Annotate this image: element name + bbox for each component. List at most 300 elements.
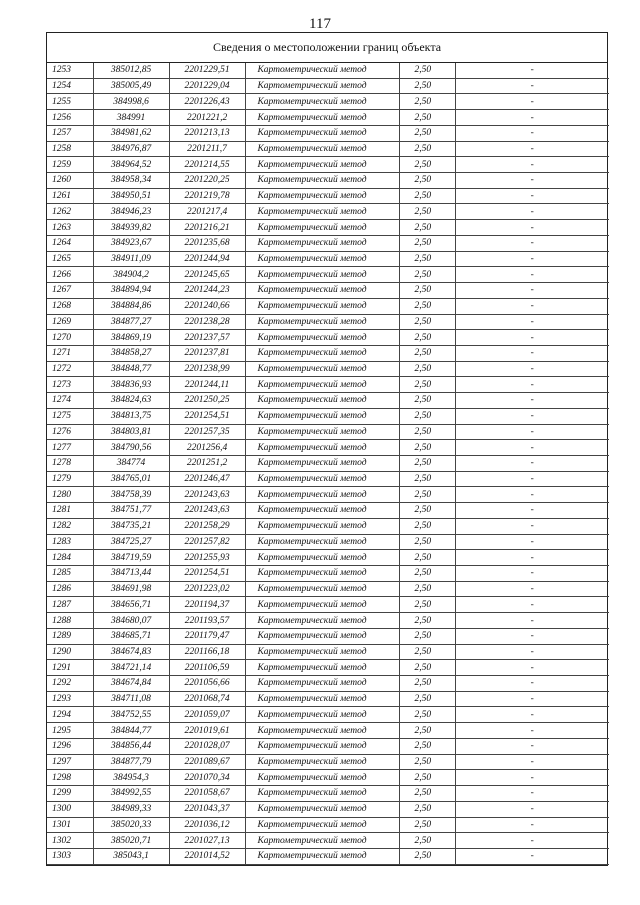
description-cell: - [455,173,609,189]
description-cell: - [455,267,609,283]
x-coordinate-cell: 385005,49 [93,78,169,94]
point-number-cell: 1292 [47,676,93,692]
description-cell: - [455,78,609,94]
table-row [47,235,609,251]
table-row [47,345,609,361]
sheet-title: Сведения о местоположении границ объекта [47,33,607,63]
table-row [47,566,609,582]
point-number-cell: 1282 [47,518,93,534]
description-cell: - [455,833,609,849]
description-cell: - [455,455,609,471]
method-cell: Картометрический метод [245,157,399,173]
table-row [47,298,609,314]
description-cell: - [455,566,609,582]
x-coordinate-cell: 384858,27 [93,345,169,361]
description-cell: - [455,581,609,597]
description-cell: - [455,157,609,173]
table-row [47,455,609,471]
method-cell: Картометрический метод [245,330,399,346]
x-coordinate-cell: 384751,77 [93,503,169,519]
y-coordinate-cell: 2201068,74 [169,691,245,707]
precision-cell: 2,50 [399,676,455,692]
y-coordinate-cell: 2201226,43 [169,94,245,110]
precision-cell: 2,50 [399,503,455,519]
y-coordinate-cell: 2201194,37 [169,597,245,613]
y-coordinate-cell: 2201244,94 [169,251,245,267]
description-cell: - [455,283,609,299]
x-coordinate-cell: 384976,87 [93,141,169,157]
y-coordinate-cell: 2201220,25 [169,173,245,189]
precision-cell: 2,50 [399,707,455,723]
description-cell: - [455,628,609,644]
precision-cell: 2,50 [399,345,455,361]
x-coordinate-cell: 385020,71 [93,833,169,849]
table-row [47,581,609,597]
method-cell: Картометрический метод [245,141,399,157]
point-number-cell: 1294 [47,707,93,723]
table-row [47,613,609,629]
x-coordinate-cell: 385043,1 [93,848,169,864]
table-row [47,314,609,330]
precision-cell: 2,50 [399,251,455,267]
precision-cell: 2,50 [399,534,455,550]
point-number-cell: 1256 [47,110,93,126]
y-coordinate-cell: 2201214,55 [169,157,245,173]
precision-cell: 2,50 [399,204,455,220]
x-coordinate-cell: 384894,94 [93,283,169,299]
x-coordinate-cell: 384844,77 [93,723,169,739]
y-coordinate-cell: 2201243,63 [169,487,245,503]
table-row [47,188,609,204]
coordinates-table [47,63,609,865]
table-row [47,440,609,456]
y-coordinate-cell: 2201043,37 [169,801,245,817]
method-cell: Картометрический метод [245,424,399,440]
precision-cell: 2,50 [399,786,455,802]
y-coordinate-cell: 2201229,51 [169,63,245,78]
y-coordinate-cell: 2201237,57 [169,330,245,346]
description-cell: - [455,691,609,707]
precision-cell: 2,50 [399,314,455,330]
description-cell: - [455,534,609,550]
precision-cell: 2,50 [399,188,455,204]
point-number-cell: 1258 [47,141,93,157]
method-cell: Картометрический метод [245,848,399,864]
table-row [47,534,609,550]
point-number-cell: 1276 [47,424,93,440]
description-cell: - [455,345,609,361]
precision-cell: 2,50 [399,487,455,503]
y-coordinate-cell: 2201256,4 [169,440,245,456]
point-number-cell: 1266 [47,267,93,283]
method-cell: Картометрический метод [245,63,399,78]
y-coordinate-cell: 2201258,29 [169,518,245,534]
y-coordinate-cell: 2201019,61 [169,723,245,739]
x-coordinate-cell: 384981,62 [93,125,169,141]
description-cell: - [455,440,609,456]
x-coordinate-cell: 384752,55 [93,707,169,723]
method-cell: Картометрический метод [245,644,399,660]
table-row [47,754,609,770]
description-cell: - [455,550,609,566]
method-cell: Картометрический метод [245,817,399,833]
x-coordinate-cell: 385012,85 [93,63,169,78]
description-cell: - [455,251,609,267]
description-cell: - [455,125,609,141]
point-number-cell: 1286 [47,581,93,597]
precision-cell: 2,50 [399,738,455,754]
y-coordinate-cell: 2201058,67 [169,786,245,802]
point-number-cell: 1274 [47,393,93,409]
x-coordinate-cell: 384856,44 [93,738,169,754]
table-row [47,597,609,613]
method-cell: Картометрический метод [245,283,399,299]
x-coordinate-cell: 384911,09 [93,251,169,267]
method-cell: Картометрический метод [245,408,399,424]
description-cell: - [455,597,609,613]
table-row [47,361,609,377]
description-cell: - [455,801,609,817]
precision-cell: 2,50 [399,94,455,110]
x-coordinate-cell: 384923,67 [93,235,169,251]
method-cell: Картометрический метод [245,455,399,471]
precision-cell: 2,50 [399,801,455,817]
y-coordinate-cell: 2201216,21 [169,220,245,236]
method-cell: Картометрический метод [245,754,399,770]
precision-cell: 2,50 [399,471,455,487]
x-coordinate-cell: 384824,63 [93,393,169,409]
y-coordinate-cell: 2201240,66 [169,298,245,314]
y-coordinate-cell: 2201027,13 [169,833,245,849]
x-coordinate-cell: 384958,34 [93,173,169,189]
method-cell: Картометрический метод [245,707,399,723]
description-cell: - [455,235,609,251]
description-cell: - [455,377,609,393]
description-cell: - [455,204,609,220]
precision-cell: 2,50 [399,63,455,78]
precision-cell: 2,50 [399,361,455,377]
precision-cell: 2,50 [399,833,455,849]
point-number-cell: 1300 [47,801,93,817]
table-row [47,424,609,440]
point-number-cell: 1268 [47,298,93,314]
method-cell: Картометрический метод [245,377,399,393]
description-cell: - [455,660,609,676]
point-number-cell: 1253 [47,63,93,78]
description-cell: - [455,848,609,864]
y-coordinate-cell: 2201217,4 [169,204,245,220]
table-row [47,267,609,283]
precision-cell: 2,50 [399,613,455,629]
table-row [47,817,609,833]
point-number-cell: 1298 [47,770,93,786]
x-coordinate-cell: 384946,23 [93,204,169,220]
method-cell: Картометрический метод [245,660,399,676]
description-cell: - [455,63,609,78]
x-coordinate-cell: 384989,33 [93,801,169,817]
method-cell: Картометрический метод [245,628,399,644]
point-number-cell: 1272 [47,361,93,377]
precision-cell: 2,50 [399,173,455,189]
y-coordinate-cell: 2201219,78 [169,188,245,204]
precision-cell: 2,50 [399,125,455,141]
method-cell: Картометрический метод [245,566,399,582]
x-coordinate-cell: 384765,01 [93,471,169,487]
description-cell: - [455,723,609,739]
method-cell: Картометрический метод [245,786,399,802]
table-row [47,738,609,754]
method-cell: Картометрический метод [245,267,399,283]
description-cell: - [455,94,609,110]
point-number-cell: 1280 [47,487,93,503]
description-cell: - [455,424,609,440]
method-cell: Картометрический метод [245,235,399,251]
point-number-cell: 1281 [47,503,93,519]
method-cell: Картометрический метод [245,361,399,377]
y-coordinate-cell: 2201238,28 [169,314,245,330]
point-number-cell: 1265 [47,251,93,267]
table-row [47,125,609,141]
method-cell: Картометрический метод [245,94,399,110]
table-row [47,63,609,78]
y-coordinate-cell: 2201254,51 [169,566,245,582]
precision-cell: 2,50 [399,393,455,409]
point-number-cell: 1283 [47,534,93,550]
y-coordinate-cell: 2201257,82 [169,534,245,550]
x-coordinate-cell: 384836,93 [93,377,169,393]
point-number-cell: 1288 [47,613,93,629]
y-coordinate-cell: 2201244,11 [169,377,245,393]
x-coordinate-cell: 384884,86 [93,298,169,314]
table-row [47,220,609,236]
table-row [47,330,609,346]
method-cell: Картометрический метод [245,581,399,597]
precision-cell: 2,50 [399,440,455,456]
description-cell: - [455,738,609,754]
point-number-cell: 1284 [47,550,93,566]
point-number-cell: 1257 [47,125,93,141]
point-number-cell: 1285 [47,566,93,582]
description-cell: - [455,361,609,377]
precision-cell: 2,50 [399,330,455,346]
table-row [47,503,609,519]
table-row [47,141,609,157]
method-cell: Картометрический метод [245,550,399,566]
precision-cell: 2,50 [399,723,455,739]
y-coordinate-cell: 2201211,7 [169,141,245,157]
point-number-cell: 1273 [47,377,93,393]
table-row [47,848,609,864]
x-coordinate-cell: 384674,84 [93,676,169,692]
precision-cell: 2,50 [399,597,455,613]
precision-cell: 2,50 [399,550,455,566]
description-cell: - [455,471,609,487]
y-coordinate-cell: 2201213,13 [169,125,245,141]
description-cell: - [455,786,609,802]
y-coordinate-cell: 2201250,25 [169,393,245,409]
table-row [47,801,609,817]
y-coordinate-cell: 2201193,57 [169,613,245,629]
table-row [47,377,609,393]
y-coordinate-cell: 2201251,2 [169,455,245,471]
precision-cell: 2,50 [399,377,455,393]
y-coordinate-cell: 2201059,07 [169,707,245,723]
method-cell: Картометрический метод [245,770,399,786]
y-coordinate-cell: 2201254,51 [169,408,245,424]
x-coordinate-cell: 384992,55 [93,786,169,802]
description-cell: - [455,503,609,519]
x-coordinate-cell: 384725,27 [93,534,169,550]
table-row [47,173,609,189]
method-cell: Картометрический метод [245,440,399,456]
x-coordinate-cell: 384656,71 [93,597,169,613]
table-row [47,676,609,692]
x-coordinate-cell: 384964,52 [93,157,169,173]
method-cell: Картометрический метод [245,173,399,189]
method-cell: Картометрический метод [245,125,399,141]
method-cell: Картометрический метод [245,251,399,267]
description-cell: - [455,110,609,126]
point-number-cell: 1289 [47,628,93,644]
precision-cell: 2,50 [399,628,455,644]
y-coordinate-cell: 2201070,34 [169,770,245,786]
precision-cell: 2,50 [399,78,455,94]
point-number-cell: 1267 [47,283,93,299]
x-coordinate-cell: 384813,75 [93,408,169,424]
x-coordinate-cell: 384803,81 [93,424,169,440]
table-row [47,204,609,220]
point-number-cell: 1254 [47,78,93,94]
point-number-cell: 1260 [47,173,93,189]
description-cell: - [455,487,609,503]
precision-cell: 2,50 [399,141,455,157]
y-coordinate-cell: 2201166,18 [169,644,245,660]
precision-cell: 2,50 [399,455,455,471]
y-coordinate-cell: 2201223,02 [169,581,245,597]
y-coordinate-cell: 2201255,93 [169,550,245,566]
table-row [47,110,609,126]
method-cell: Картометрический метод [245,738,399,754]
method-cell: Картометрический метод [245,393,399,409]
precision-cell: 2,50 [399,235,455,251]
precision-cell: 2,50 [399,408,455,424]
y-coordinate-cell: 2201028,07 [169,738,245,754]
precision-cell: 2,50 [399,770,455,786]
x-coordinate-cell: 384691,98 [93,581,169,597]
precision-cell: 2,50 [399,157,455,173]
method-cell: Картометрический метод [245,801,399,817]
point-number-cell: 1296 [47,738,93,754]
table-row [47,691,609,707]
method-cell: Картометрический метод [245,691,399,707]
x-coordinate-cell: 384735,21 [93,518,169,534]
table-row [47,78,609,94]
precision-cell: 2,50 [399,566,455,582]
precision-cell: 2,50 [399,220,455,236]
precision-cell: 2,50 [399,754,455,770]
table-row [47,723,609,739]
point-number-cell: 1291 [47,660,93,676]
method-cell: Картометрический метод [245,78,399,94]
y-coordinate-cell: 2201235,68 [169,235,245,251]
method-cell: Картометрический метод [245,471,399,487]
y-coordinate-cell: 2201245,65 [169,267,245,283]
x-coordinate-cell: 384674,83 [93,644,169,660]
method-cell: Картометрический метод [245,613,399,629]
description-cell: - [455,314,609,330]
y-coordinate-cell: 2201179,47 [169,628,245,644]
table-row [47,660,609,676]
point-number-cell: 1271 [47,345,93,361]
x-coordinate-cell: 384719,59 [93,550,169,566]
table-row [47,518,609,534]
page-number: 117 [309,16,331,32]
method-cell: Картометрический метод [245,314,399,330]
y-coordinate-cell: 2201056,66 [169,676,245,692]
point-number-cell: 1303 [47,848,93,864]
precision-cell: 2,50 [399,644,455,660]
description-cell: - [455,141,609,157]
point-number-cell: 1279 [47,471,93,487]
x-coordinate-cell: 384713,44 [93,566,169,582]
precision-cell: 2,50 [399,110,455,126]
precision-cell: 2,50 [399,518,455,534]
point-number-cell: 1277 [47,440,93,456]
precision-cell: 2,50 [399,283,455,299]
point-number-cell: 1297 [47,754,93,770]
x-coordinate-cell: 384939,82 [93,220,169,236]
description-cell: - [455,613,609,629]
description-cell: - [455,770,609,786]
description-cell: - [455,676,609,692]
x-coordinate-cell: 384954,3 [93,770,169,786]
table-row [47,471,609,487]
description-cell: - [455,707,609,723]
precision-cell: 2,50 [399,267,455,283]
table-row [47,786,609,802]
method-cell: Картометрический метод [245,503,399,519]
method-cell: Картометрический метод [245,723,399,739]
precision-cell: 2,50 [399,848,455,864]
point-number-cell: 1299 [47,786,93,802]
method-cell: Картометрический метод [245,204,399,220]
method-cell: Картометрический метод [245,345,399,361]
x-coordinate-cell: 384904,2 [93,267,169,283]
description-cell: - [455,754,609,770]
point-number-cell: 1302 [47,833,93,849]
point-number-cell: 1269 [47,314,93,330]
y-coordinate-cell: 2201014,52 [169,848,245,864]
point-number-cell: 1255 [47,94,93,110]
point-number-cell: 1290 [47,644,93,660]
y-coordinate-cell: 2201257,35 [169,424,245,440]
point-number-cell: 1287 [47,597,93,613]
table-row [47,833,609,849]
point-number-cell: 1261 [47,188,93,204]
x-coordinate-cell: 384877,79 [93,754,169,770]
description-cell: - [455,393,609,409]
description-cell: - [455,408,609,424]
x-coordinate-cell: 384848,77 [93,361,169,377]
x-coordinate-cell: 384869,19 [93,330,169,346]
precision-cell: 2,50 [399,817,455,833]
point-number-cell: 1295 [47,723,93,739]
x-coordinate-cell: 384758,39 [93,487,169,503]
y-coordinate-cell: 2201229,04 [169,78,245,94]
point-number-cell: 1301 [47,817,93,833]
table-row [47,393,609,409]
point-number-cell: 1270 [47,330,93,346]
